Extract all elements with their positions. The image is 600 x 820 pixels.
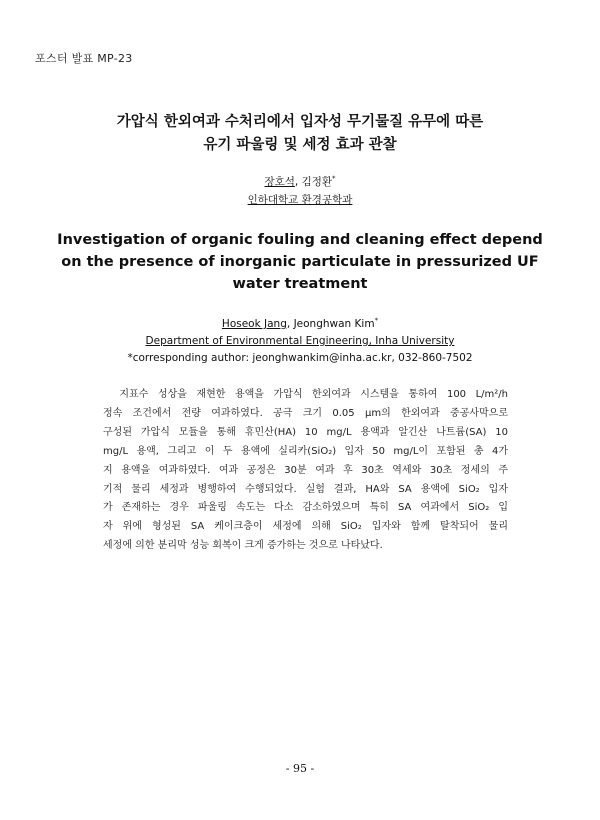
korean-title-line-1: 가압식 한외여과 수처리에서 입자성 무기물질 유무에 따른	[116, 114, 484, 130]
english-corresponding-mark: *	[374, 316, 379, 325]
abstract-line: 가 존재하는 경우 파울링 속도는 다소 감소하였으며 특히 SA 여과에서 SiO₂ 입	[103, 502, 508, 514]
english-affiliation-text: Department of Environmental Engineering, Inha University	[145, 335, 455, 347]
abstract-line: 세정에 의한 분리막 성능 회복이 크게 증가하는 것으로 나타났다.	[103, 540, 383, 552]
abstract-line: 지 용액을 여과하였다. 여과 공정은 30분 여과 후 30초 역세와 30초 정세의 주	[103, 464, 508, 476]
korean-author-1: 장호석	[264, 176, 295, 188]
english-author-separator: ,	[286, 318, 294, 330]
english-affiliation	[0, 333, 600, 349]
corresponding-mark: *	[332, 174, 336, 183]
abstract-line: 기적 물리 세정과 병행하여 수행되었다. 실험 결과, HA와 SA 용액에 SiO₂ 입자	[103, 483, 508, 495]
abstract-line: 자 위에 형성된 SA 케이크층이 세정에 의해 SiO₂ 입자와 함께 탈착되어 물리	[103, 521, 508, 533]
abstract-line: 정속 조건에서 전량 여과하였다. 공극 크기 0.05 μm의 한외여과 중공사막으로	[103, 407, 508, 419]
korean-affiliation-text: 인하대학교 환경공학과	[247, 194, 353, 206]
english-title-line-3: water treatment	[232, 276, 368, 292]
english-authors	[0, 316, 600, 332]
korean-author-2: 김정환	[301, 176, 333, 188]
english-title-line-1: Investigation of organic fouling and cleaning effect depend	[57, 232, 543, 248]
korean-affiliation	[0, 192, 600, 208]
abstract	[103, 386, 508, 556]
abstract-line: 지표수 성상을 재현한 용액을 가압식 한외여과 시스템을 통하여 100 L/m²/h	[103, 389, 508, 400]
page-number: - 95 -	[285, 762, 315, 775]
abstract-line: 구성된 가압식 모듈을 통해 휴민산(HA) 10 mg/L 용액과 알긴산 나트륨(SA) 10	[103, 426, 508, 438]
english-title	[0, 229, 600, 295]
korean-title-line-2: 유기 파울링 및 세정 효과 관찰	[203, 137, 397, 153]
abstract-line: mg/L 용액, 그리고 이 두 용액에 실리카(SiO₂) 입자 50 mg/L이 포함된 총 4가	[103, 445, 508, 457]
korean-title	[0, 111, 600, 157]
korean-authors	[0, 174, 600, 190]
english-author-2: Jeonghwan Kim	[293, 318, 375, 330]
english-author-1: Hoseok Jang	[221, 318, 287, 330]
corresponding-author: *corresponding author: jeonghwankim@inha.ac.kr, 032-860-7502	[127, 352, 473, 364]
english-title-line-2: on the presence of inorganic particulate in pressurized UF	[61, 254, 539, 270]
author-separator: ,	[294, 176, 302, 188]
session-label: 포스터 발표 MP-23	[35, 52, 133, 65]
